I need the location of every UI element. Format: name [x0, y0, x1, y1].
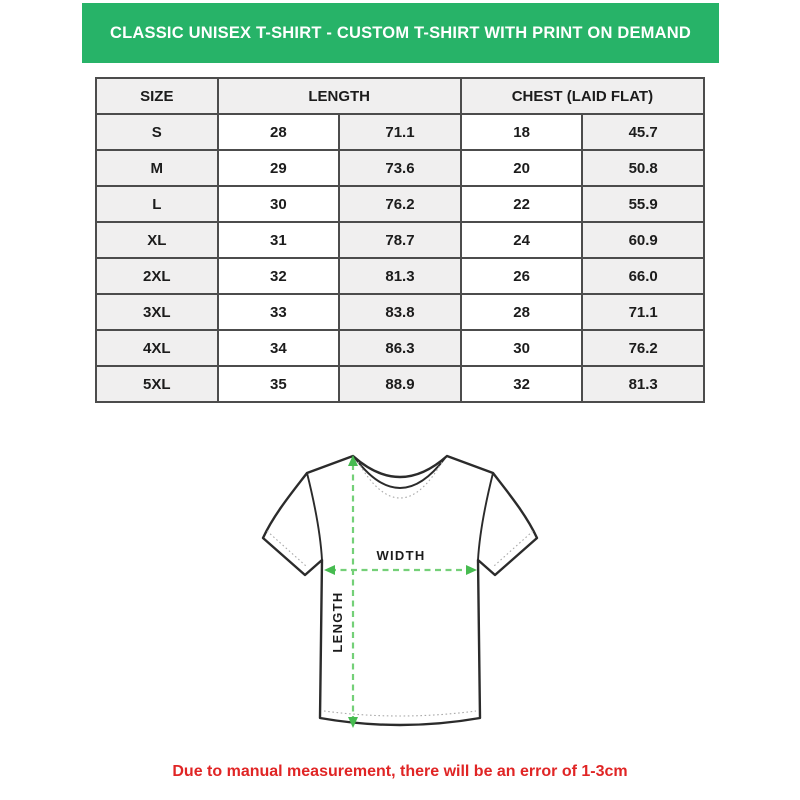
chest-in-cell: 28 [461, 294, 583, 330]
length-cm-cell: 88.9 [339, 366, 461, 402]
chest-in-cell: 20 [461, 150, 583, 186]
size-cell: 4XL [96, 330, 218, 366]
size-cell: M [96, 150, 218, 186]
length-cm-cell: 83.8 [339, 294, 461, 330]
size-table-header [96, 78, 704, 114]
length-in-cell: 32 [218, 258, 340, 294]
length-cm-cell: 76.2 [339, 186, 461, 222]
measurement-note: Due to manual measurement, there will be an error of 1-3cm [172, 763, 628, 780]
length-in-cell: 31 [218, 222, 340, 258]
table-row [96, 222, 704, 258]
table-row [96, 186, 704, 222]
table-row [96, 150, 704, 186]
size-cell: XL [96, 222, 218, 258]
length-cm-cell: 71.1 [339, 114, 461, 150]
size-header: SIZE [96, 78, 218, 114]
length-in-cell: 35 [218, 366, 340, 402]
title-banner [82, 3, 719, 63]
width-label: WIDTH [376, 548, 426, 563]
size-cell: S [96, 114, 218, 150]
chest-cm-cell: 60.9 [582, 222, 704, 258]
chest-in-cell: 26 [461, 258, 583, 294]
size-cell: L [96, 186, 218, 222]
chest-cm-cell: 55.9 [582, 186, 704, 222]
chest-cm-cell: 71.1 [582, 294, 704, 330]
table-row [96, 114, 704, 150]
chest-cm-cell: 66.0 [582, 258, 704, 294]
size-cell: 2XL [96, 258, 218, 294]
chest-cm-cell: 50.8 [582, 150, 704, 186]
length-header: LENGTH [218, 78, 461, 114]
chest-in-cell: 24 [461, 222, 583, 258]
length-label: LENGTH [330, 591, 345, 653]
length-in-cell: 33 [218, 294, 340, 330]
size-table-body [96, 114, 704, 402]
chest-in-cell: 22 [461, 186, 583, 222]
table-row [96, 366, 704, 402]
chest-in-cell: 18 [461, 114, 583, 150]
chest-cm-cell: 76.2 [582, 330, 704, 366]
size-chart-table [95, 77, 705, 403]
length-cm-cell: 86.3 [339, 330, 461, 366]
length-in-cell: 34 [218, 330, 340, 366]
length-in-cell: 30 [218, 186, 340, 222]
size-cell: 5XL [96, 366, 218, 402]
tshirt-diagram [250, 430, 550, 750]
table-row [96, 258, 704, 294]
chest-cm-cell: 45.7 [582, 114, 704, 150]
size-cell: 3XL [96, 294, 218, 330]
chest-in-cell: 32 [461, 366, 583, 402]
length-in-cell: 28 [218, 114, 340, 150]
length-cm-cell: 78.7 [339, 222, 461, 258]
chest-cm-cell: 81.3 [582, 366, 704, 402]
page-title: CLASSIC UNISEX T-SHIRT - CUSTOM T-SHIRT WITH PRINT ON DEMAND [110, 23, 691, 42]
table-row [96, 330, 704, 366]
chest-header: CHEST (LAID FLAT) [461, 78, 704, 114]
tshirt-outline [263, 456, 537, 725]
length-cm-cell: 73.6 [339, 150, 461, 186]
table-row [96, 294, 704, 330]
chest-in-cell: 30 [461, 330, 583, 366]
length-cm-cell: 81.3 [339, 258, 461, 294]
header-row [96, 78, 704, 114]
length-in-cell: 29 [218, 150, 340, 186]
